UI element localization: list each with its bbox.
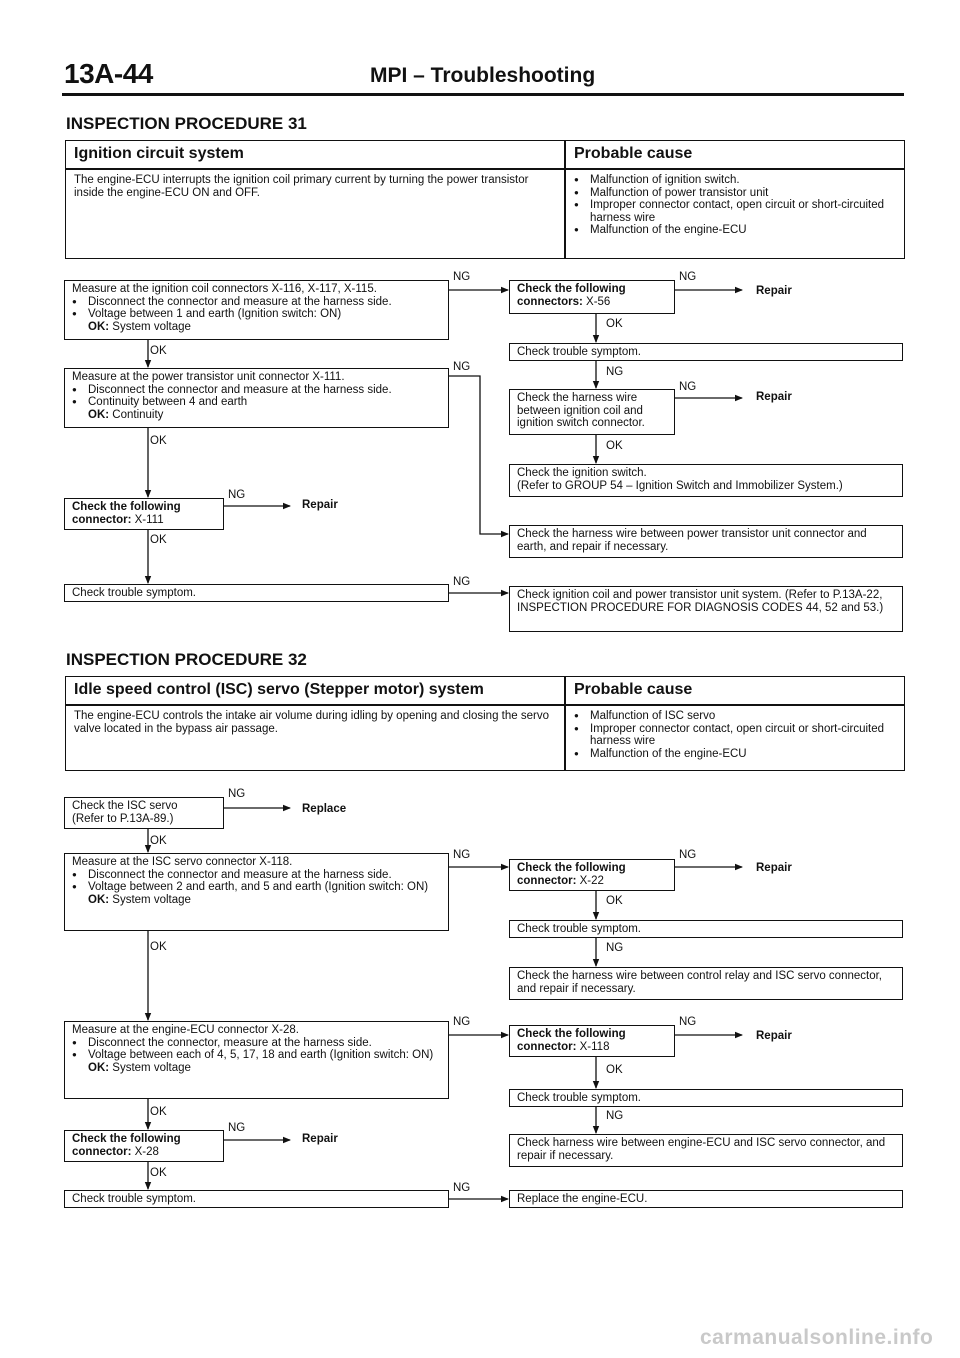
step-text: X-56 [586,295,611,308]
step-text: Check trouble symptom. [72,587,196,599]
page-number: 13A-44 [64,58,153,89]
table-right-title: Probable cause [574,145,693,162]
repair-label: Repair [302,499,338,511]
ok-label: OK [150,1106,167,1118]
step-text: Check harness wire between engine-ECU and ISC servo connector, and repair if necessary. [517,1137,886,1162]
step-text: Measure at the ISC servo connector X-118. [72,856,293,868]
ok-criterion-label: OK: [88,893,110,906]
step-bullet: ● Disconnect the connector and measure at the harness side. [72,869,443,882]
repair-label: Repair [756,391,792,403]
ok-label: OK [606,440,623,452]
step-text: Measure at the ignition coil connectors X-116, X-117, X-115. [72,283,377,295]
step-text: X-22 [579,874,604,887]
ng-label: NG [679,381,697,393]
step-text-bold: Check the following connector: [517,1028,626,1053]
step-text: Check trouble symptom. [72,1193,196,1205]
step-text: Check the ISC servo [72,800,178,812]
ng-label: NG [453,849,471,861]
ng-label: NG [453,1182,471,1194]
ng-label: NG [453,271,471,283]
ng-label: NG [679,271,697,283]
step-text-bold: Check the following connector: [72,501,181,526]
cause-item: ● Malfunction of ISC servo [574,710,892,723]
step-text: Check the harness wire between ignition coil and ignition switch connector. [517,392,645,429]
repair-label: Repair [302,1133,338,1145]
ok-label: OK [150,835,167,847]
step-bullet: ● Continuity between 4 and earth [72,396,443,409]
ok-criterion-value: Continuity [112,408,164,421]
step-text: (Refer to GROUP 54 – Ignition Switch and Immobilizer System.) [517,479,843,492]
table-description: The engine-ECU interrupts the ignition coil primary current by turning the power transistor inside the engine-ECU ON and OFF. [74,174,529,199]
ng-label: NG [453,1016,471,1028]
step-bullet: ● Voltage between 1 and earth (Ignition switch: ON) [72,308,443,321]
ng-label: NG [228,489,246,501]
ok-label: OK [150,941,167,953]
repair-label: Repair [756,862,792,874]
step-text: Check ignition coil and power transistor unit system. (Refer to P.13A-22, INSPECTION PROCEDURE FOR DIAGNOSIS CODES 44, 52 and 53.) [517,589,884,614]
table-left-title: Idle speed control (ISC) servo (Stepper motor) system [74,681,484,698]
replace-label: Replace [302,803,347,815]
ng-label: NG [606,366,624,378]
step-text: Replace the engine-ECU. [517,1193,648,1205]
step-bullet: ● Disconnect the connector, measure at the harness side. [72,1037,443,1050]
page-title: MPI – Troubleshooting [370,64,596,87]
cause-item: ● Improper connector contact, open circuit or short-circuited harness wire [574,723,892,748]
cause-item: ● Malfunction of the engine-ECU [574,224,892,237]
proc32-heading: INSPECTION PROCEDURE 32 [66,650,307,669]
proc31-heading: INSPECTION PROCEDURE 31 [66,114,307,133]
ng-label: NG [228,788,246,800]
cause-item: ● Malfunction of the engine-ECU [574,748,892,761]
step-text: Check trouble symptom. [517,923,641,935]
ng-label: NG [606,942,624,954]
step-text-bold: Check the following connector: [517,862,626,887]
ng-arrow [449,376,508,534]
table-left-title: Ignition circuit system [74,145,244,162]
ok-label: OK [150,435,167,447]
step-text: Measure at the engine-ECU connector X-28. [72,1024,299,1036]
step-text-bold: Check the following connector: [72,1133,181,1158]
ng-label: NG [453,576,471,588]
ng-label: NG [453,361,471,373]
cause-item: ● Improper connector contact, open circuit or short-circuited harness wire [574,199,892,224]
step-text: (Refer to P.13A-89.) [72,812,174,825]
step-text-bold: Check the following connectors: [517,283,626,308]
ok-label: OK [606,318,623,330]
step-text: Check trouble symptom. [517,1092,641,1104]
step-bullet: ● Voltage between each of 4, 5, 17, 18 and earth (Ignition switch: ON) [72,1049,443,1062]
ok-label: OK [606,1064,623,1076]
step-text: Check the harness wire between power transistor unit connector and earth, and repair if necessary. [517,528,867,553]
ok-criterion-value: System voltage [112,1061,191,1074]
step-text: X-28 [134,1145,159,1158]
step-text: X-118 [579,1040,610,1053]
step-text: Check the harness wire between control relay and ISC servo connector, and repair if necessary. [517,970,882,995]
step-text: Measure at the power transistor unit connector X-111. [72,371,345,383]
ng-label: NG [228,1122,246,1134]
table-description: The engine-ECU controls the intake air volume during idling by opening and closing the servo valve located in the bypass air passage. [74,710,549,735]
ok-label: OK [150,345,167,357]
ok-criterion-value: System voltage [112,893,191,906]
repair-label: Repair [756,1030,792,1042]
step-text: Check trouble symptom. [517,346,641,358]
ng-label: NG [679,1016,697,1028]
ok-criterion-label: OK: [88,1061,110,1074]
table-right-title: Probable cause [574,681,693,698]
ok-criterion-value: System voltage [112,320,191,333]
ok-label: OK [150,534,167,546]
step-bullet: ● Voltage between 2 and earth, and 5 and earth (Ignition switch: ON) [72,881,443,894]
step-bullet: ● Disconnect the connector and measure at the harness side. [72,384,443,397]
repair-label: Repair [756,285,792,297]
cause-item: ● Malfunction of power transistor unit [574,187,892,200]
step-text: Check the ignition switch. [517,467,647,479]
watermark: carmanualsonline.info [700,1326,934,1349]
ok-label: OK [606,895,623,907]
ok-label: OK [150,1167,167,1179]
ng-label: NG [679,849,697,861]
ok-criterion-label: OK: [88,408,110,421]
cause-item: ● Malfunction of ignition switch. [574,174,892,187]
step-text: X-111 [134,513,164,526]
ok-criterion-label: OK: [88,320,110,333]
ng-label: NG [606,1110,624,1122]
step-bullet: ● Disconnect the connector and measure at the harness side. [72,296,443,309]
